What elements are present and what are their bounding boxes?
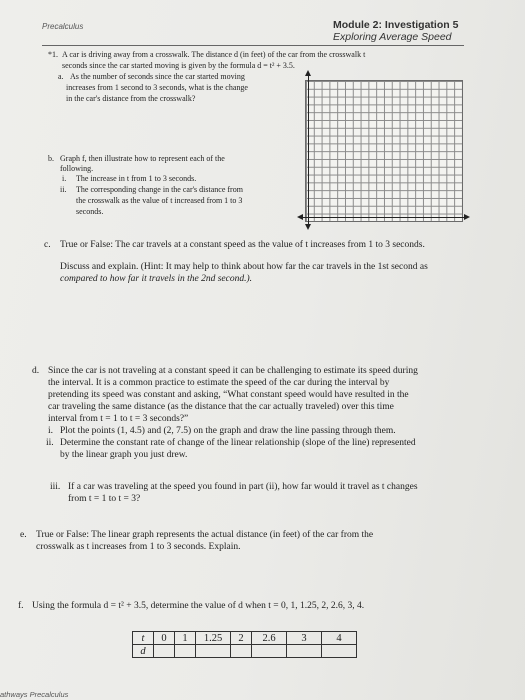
part-e-line-1: True or False: The linear graph represents the actual distance (in feet) of the car from the: [36, 530, 374, 540]
part-f-marker: f.: [18, 601, 24, 611]
table-d-cell[interactable]: [322, 645, 357, 658]
part-b-line-2: following.: [60, 164, 94, 173]
part-d-marker: d.: [32, 366, 40, 376]
y-axis-arrow-down-icon: [305, 224, 311, 230]
part-b-ii-marker: ii.: [60, 185, 67, 194]
part-b-ii-line-3: seconds.: [76, 207, 104, 216]
part-e-line-2: crosswalk as t increases from 1 to 3 seconds. Explain.: [36, 542, 241, 552]
part-b-i-marker: i.: [62, 174, 67, 183]
table-d-cell[interactable]: [287, 645, 322, 658]
problem-number: *1.: [48, 50, 58, 59]
part-d-i-marker: i.: [48, 426, 54, 436]
part-c-line-3: compared to how far it travels in the 2nd second.).: [60, 274, 252, 284]
part-d-ii-marker: ii.: [46, 438, 54, 448]
part-d-line-1: Since the car is not traveling at a constant speed it can be challenging to estimate its speed during: [48, 366, 418, 376]
part-d-ii-line-1: Determine the constant rate of change of the linear relationship (slope of the line) represented: [60, 438, 416, 448]
x-axis-arrow-left-icon: [297, 214, 303, 220]
footer-text: athways Precalculus: [0, 690, 69, 699]
part-f-text: Using the formula d = t² + 3.5, determine the value of d when t = 0, 1, 1.25, 2, 2.6, 3, 4.: [32, 601, 365, 611]
investigation-title: Exploring Average Speed: [333, 31, 452, 43]
part-a-line-1: As the number of seconds since the car started moving: [70, 72, 245, 81]
values-table: [132, 631, 357, 658]
table-t-cell: 3: [287, 632, 322, 645]
intro-line-2: seconds since the car started moving is given by the formula d = t² + 3.5.: [62, 61, 295, 70]
part-a-line-2: increases from 1 second to 3 seconds, what is the change: [66, 83, 248, 92]
table-t-cell: 2: [231, 632, 252, 645]
y-axis-arrow-up-icon: [305, 70, 311, 76]
part-d-iii-marker: iii.: [50, 482, 61, 492]
part-d-ii-line-2: by the linear graph you just drew.: [60, 450, 188, 460]
module-title: Module 2: Investigation 5: [333, 19, 459, 31]
part-c-marker: c.: [44, 240, 51, 250]
part-b-ii-line-1: The corresponding change in the car's distance from: [76, 185, 243, 194]
graph-grid[interactable]: [305, 80, 463, 222]
part-b-marker: b.: [48, 154, 54, 163]
part-d-iii-line-1: If a car was traveling at the speed you found in part (ii), how far would it travel as t changes: [68, 482, 418, 492]
table-d-cell[interactable]: [154, 645, 175, 658]
intro-line-1: A car is driving away from a crosswalk. The distance d (in feet) of the car from the crosswalk t: [62, 50, 366, 59]
graph-y-axis: [308, 74, 309, 226]
course-name: Precalculus: [42, 22, 84, 31]
part-a-line-3: in the car's distance from the crosswalk?: [66, 94, 196, 103]
part-b-i-text: The increase in t from 1 to 3 seconds.: [76, 174, 197, 183]
part-d-line-2: the interval. It is a common practice to estimate the speed of the car during the interval by: [48, 378, 390, 388]
part-c-line-2: Discuss and explain. (Hint: It may help to think about how far the car travels in the 1st second as: [60, 262, 428, 272]
table-d-cell[interactable]: [252, 645, 287, 658]
part-d-line-5: interval from t = 1 to t = 3 seconds?”: [48, 414, 189, 424]
table-row-t: [133, 632, 357, 645]
part-b-line-1: Graph f, then illustrate how to represent each of the: [60, 154, 225, 163]
table-t-cell: 1: [175, 632, 196, 645]
part-d-iii-line-2: from t = 1 to t = 3?: [68, 494, 141, 504]
table-d-label: d: [133, 645, 154, 658]
table-t-label: t: [133, 632, 154, 645]
part-e-marker: e.: [20, 530, 27, 540]
part-c-line-1: True or False: The car travels at a constant speed as the value of t increases from 1 to 3 seconds.: [60, 240, 425, 250]
table-t-cell: 2.6: [252, 632, 287, 645]
header-rule: [42, 45, 464, 46]
graph-x-axis: [302, 217, 464, 218]
x-axis-arrow-right-icon: [464, 214, 470, 220]
table-d-cell[interactable]: [175, 645, 196, 658]
part-d-i-text: Plot the points (1, 4.5) and (2, 7.5) on the graph and draw the line passing through them.: [60, 426, 396, 436]
table-t-cell: 0: [154, 632, 175, 645]
part-b-ii-line-2: the crosswalk as the value of t increased from 1 to 3: [76, 196, 243, 205]
table-row-d: [133, 645, 357, 658]
part-d-line-3: pretending its speed was constant and asking, “What constant speed would have resulted in the: [48, 390, 409, 400]
table-t-cell: 1.25: [196, 632, 231, 645]
table-d-cell[interactable]: [231, 645, 252, 658]
table-t-cell: 4: [322, 632, 357, 645]
part-d-line-4: car traveling the same distance (as the distance that the car actually traveled) over this time: [48, 402, 394, 412]
table-d-cell[interactable]: [196, 645, 231, 658]
part-a-marker: a.: [58, 72, 64, 81]
